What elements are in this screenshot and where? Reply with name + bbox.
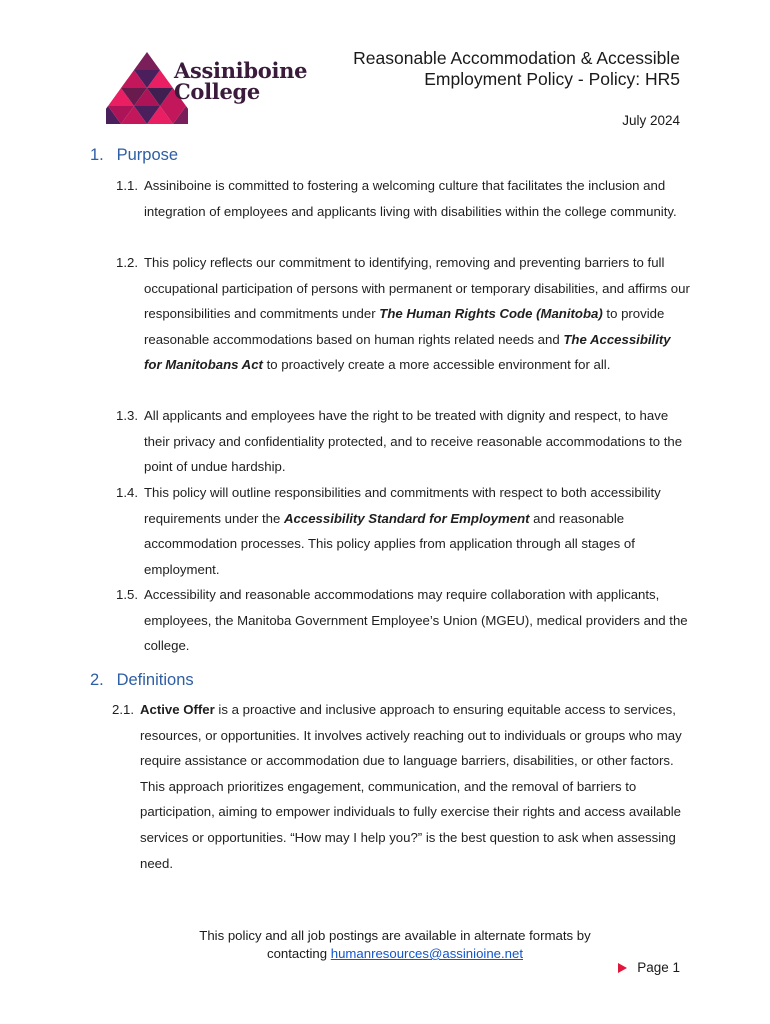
defined-term: Active Offer (140, 702, 215, 717)
document-title (353, 48, 680, 90)
section-heading-definitions (90, 671, 194, 690)
clause-text-part: to proactively create a more accessible environment for all. (262, 357, 611, 373)
clause-number: 1.2. (116, 255, 138, 270)
act-name-accessibility-act: The Accessibility for Manitobans Act (144, 331, 671, 373)
clause-text-part: This policy reflects our commitment to identifying, removing and preventing barriers to full occupational participation of persons with permanent or temporary disabilities, and affirms our responsibilities and commitments under (144, 255, 690, 322)
logo-line-1: Assiniboine (174, 58, 308, 83)
clause-text (140, 697, 690, 876)
page-number: Page 1 (637, 960, 680, 975)
policy-clause-1-4 (116, 480, 690, 582)
act-name-human-rights-code: The Human Rights Code (Manitoba) (379, 306, 603, 322)
clause-text-part: and reasonable accommodation processes. This policy applies from application through all stages of employment. (144, 510, 635, 577)
page-footer (0, 927, 770, 963)
clause-number: 1.5. (116, 587, 138, 602)
page-marker-arrow-icon (618, 963, 627, 973)
footer-prefix: contacting (266, 946, 331, 961)
clause-text: Assiniboine is committed to fostering a welcoming culture that facilitates the inclusion and integration of employees and applicants living with disabilities within the college community. (144, 178, 677, 219)
definition-2-1 (112, 697, 690, 876)
policy-clause-1-3 (116, 403, 690, 480)
logo-line-2: College (174, 79, 260, 104)
footer-line-1: This policy and all job postings are available in alternate formats by (199, 928, 591, 943)
clause-text: All applicants and employees have the right to be treated with dignity and respect, to have their privacy and confidentiality protected, and to receive reasonable accommodations to the point of undue hardship. (144, 408, 683, 475)
title-line-1: Reasonable Accommodation & Accessible (353, 48, 680, 68)
section-title: Purpose (116, 146, 179, 164)
title-line-2: Employment Policy - Policy: HR5 (424, 69, 680, 89)
clause-text (144, 480, 690, 582)
clause-number: 2.1. (112, 702, 134, 717)
policy-clause-1-5 (116, 582, 690, 659)
clause-text-part: This policy will outline responsibilities and commitments with respect to both accessibility requirements under the (144, 485, 661, 526)
clause-number: 1.4. (116, 485, 138, 500)
clause-number: 1.1. (116, 178, 138, 193)
standard-name: Accessibility Standard for Employment (284, 510, 530, 526)
clause-text-part: to provide reasonable accommodations based on human rights related needs and (144, 306, 665, 347)
clause-text: Accessibility and reasonable accommodations may require collaboration with applicants, employees, the Manitoba Government Employee’s Union (MGEU), medical providers and the college. (144, 587, 688, 654)
policy-clause-1-1 (116, 173, 690, 224)
policy-clause-1-2 (116, 250, 690, 378)
college-logo (106, 52, 308, 124)
document-date: July 2024 (622, 113, 680, 128)
logo-wordmark (174, 60, 307, 102)
section-number: 1. (90, 146, 104, 164)
section-heading-purpose (90, 146, 178, 165)
section-title: Definitions (116, 671, 194, 689)
clause-text (144, 250, 690, 378)
hr-email-link[interactable]: humanresources@assinioine.net (330, 946, 524, 961)
clause-number: 1.3. (116, 408, 138, 423)
definition-text: is a proactive and inclusive approach to ensuring equitable access to services, resources, or opportunities. It involves actively reaching out to individuals or groups who may require assistance or accommodation due to language barriers, disabilities, or other factors. This approach prioritizes engagement, communication, and the removal of barriers to participation, aiming to empower individuals to fully exercise their rights and access available services or opportunities. “How may I help you?” is the best question to ask when assessing need. (140, 702, 682, 871)
section-number: 2. (90, 671, 104, 689)
